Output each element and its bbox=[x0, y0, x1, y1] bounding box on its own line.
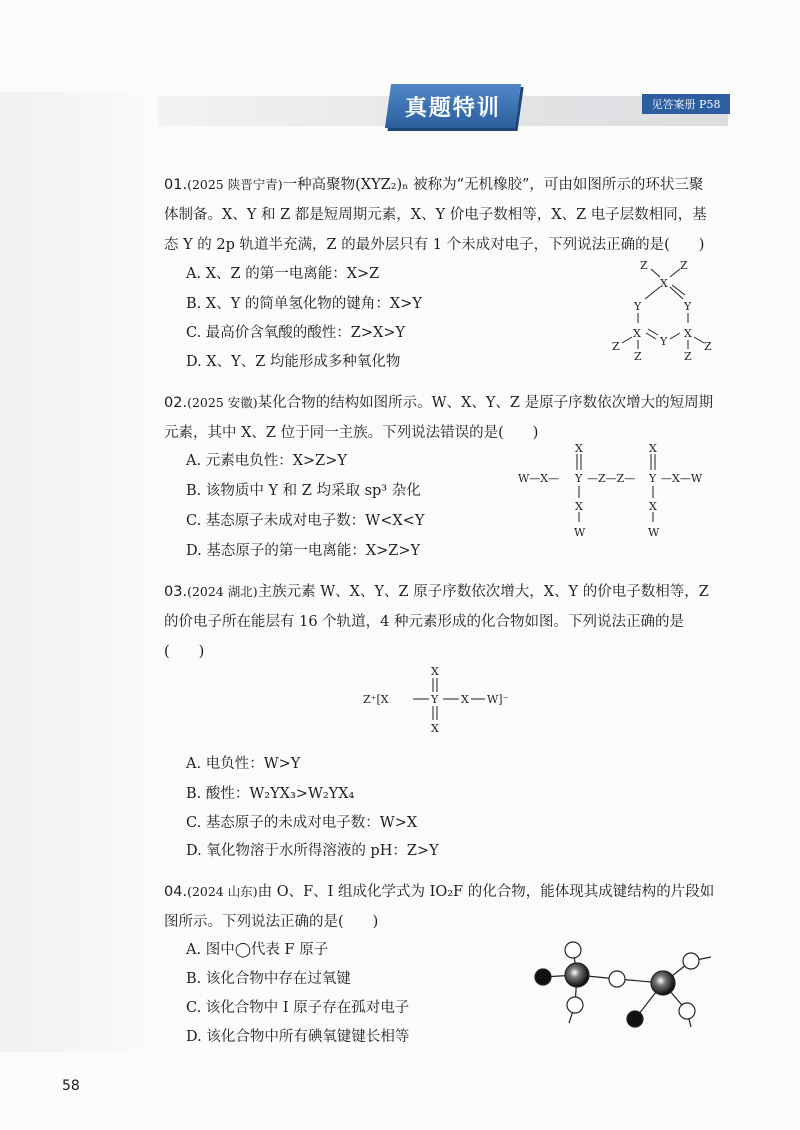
svg-text:X: X bbox=[461, 693, 469, 706]
svg-text:Y: Y bbox=[634, 300, 642, 313]
svg-text:Y: Y bbox=[684, 300, 692, 313]
q4-option-d[interactable]: D. 该化合物中所有碘氧键键长相等 bbox=[186, 1029, 410, 1045]
svg-text:X: X bbox=[649, 442, 657, 455]
page-margin-shade bbox=[0, 92, 150, 1052]
svg-text:Y: Y bbox=[431, 693, 439, 706]
q4-ball-and-stick-model bbox=[525, 935, 725, 1035]
svg-text:Z: Z bbox=[634, 350, 642, 363]
question-01: 01.(2025 陕晋宁青)一种高聚物(XYZ₂)ₙ 被称为“无机橡胶”，可由如图所示的环状三聚 体制备。X、Y 和 Z 都是短周期元素，X、Y 价电子数相等，X、Z 电子层数相同，基 态 Y 的 2p 轨道半充满，Z 的最外层只有 1 个未成对电子，下列说法正确的是( ) bbox=[164, 177, 707, 253]
section-title: 真题特训 bbox=[385, 84, 521, 128]
svg-text:Z: Z bbox=[640, 259, 648, 272]
q1-option-b[interactable]: B. X、Y 的简单氢化物的键角：X>Y bbox=[186, 296, 422, 312]
svg-text:X: X bbox=[575, 500, 583, 513]
q2-option-d[interactable]: D. 基态原子的第一电离能：X>Z>Y bbox=[186, 543, 421, 559]
svg-text:Y: Y bbox=[660, 335, 668, 348]
svg-text:Z: Z bbox=[684, 350, 692, 363]
atom-i-right bbox=[651, 971, 675, 995]
question-02: 02.(2025 安徽)某化合物的结构如图所示。W、X、Y、Z 是原子序数依次增大的短周期 元素，其中 X、Z 位于同一主族。下列说法错误的是( ) bbox=[164, 395, 714, 441]
svg-text:Y: Y bbox=[575, 472, 583, 485]
svg-text:W: W bbox=[574, 526, 586, 539]
atom-i-left bbox=[565, 963, 589, 987]
q1-option-c[interactable]: C. 最高价含氧酸的酸性：Z>X>Y bbox=[186, 325, 406, 341]
svg-text:X: X bbox=[684, 327, 692, 340]
q4-option-c[interactable]: C. 该化合物中 I 原子存在孤对电子 bbox=[186, 1000, 410, 1016]
svg-text:X: X bbox=[431, 665, 439, 678]
q1-option-d[interactable]: D. X、Y、Z 均能形成多种氧化物 bbox=[186, 354, 401, 370]
svg-text:—Z—Z—: —Z—Z— bbox=[587, 472, 636, 485]
svg-text:X: X bbox=[660, 277, 668, 290]
svg-text:X: X bbox=[649, 500, 657, 513]
q3-option-c[interactable]: C. 基态原子的未成对电子数：W>X bbox=[186, 815, 418, 831]
svg-text:X: X bbox=[431, 722, 439, 735]
atom-f-left bbox=[535, 969, 551, 985]
svg-text:X: X bbox=[633, 327, 641, 340]
svg-text:Z: Z bbox=[680, 259, 688, 272]
q4-option-a[interactable]: A. 图中◯代表 F 原子 bbox=[186, 942, 329, 958]
svg-text:W]⁻: W]⁻ bbox=[487, 693, 509, 706]
q1-option-a[interactable]: A. X、Z 的第一电离能：X>Z bbox=[186, 266, 380, 282]
svg-text:Z⁺[X: Z⁺[X bbox=[363, 693, 389, 706]
q2-option-c[interactable]: C. 基态原子未成对电子数：W<X<Y bbox=[186, 513, 425, 529]
page-number: 58 bbox=[62, 1078, 80, 1094]
answer-reference: 见答案册 P58 bbox=[642, 94, 730, 114]
q3-structure-diagram bbox=[355, 660, 525, 740]
q2-structure-diagram bbox=[515, 440, 725, 545]
atom-o-right-bottom bbox=[679, 1003, 695, 1019]
svg-text:W—X—: W—X— bbox=[518, 472, 560, 485]
atom-o-top bbox=[565, 942, 581, 958]
q4-option-b[interactable]: B. 该化合物中存在过氧键 bbox=[186, 971, 351, 987]
atom-o-bottom bbox=[567, 997, 583, 1013]
svg-text:Z: Z bbox=[612, 340, 620, 353]
svg-text:X: X bbox=[575, 442, 583, 455]
atom-f-right bbox=[627, 1011, 643, 1027]
svg-text:Z: Z bbox=[704, 340, 712, 353]
q3-option-d[interactable]: D. 氧化物溶于水所得溶液的 pH：Z>Y bbox=[186, 843, 439, 859]
q2-option-b[interactable]: B. 该物质中 Y 和 Z 均采取 sp³ 杂化 bbox=[186, 483, 421, 499]
atom-o-bridge bbox=[609, 971, 625, 987]
q2-option-a[interactable]: A. 元素电负性：X>Z>Y bbox=[186, 453, 347, 469]
question-04: 04.(2024 山东)由 O、F、I 组成化学式为 IO₂F 的化合物，能体现其成键结构的片段如 图所示。下列说法正确的是( ) bbox=[164, 884, 715, 930]
q3-option-b[interactable]: B. 酸性：W₂YX₃>W₂YX₄ bbox=[186, 786, 355, 802]
svg-text:W: W bbox=[648, 526, 660, 539]
question-03: 03.(2024 湖北)主族元素 W、X、Y、Z 原子序数依次增大，X、Y 的价电子数相等，Z 的价电子所在能层有 16 个轨道，4 种元素形成的化合物如图。下列说法正确的是 ( ) bbox=[164, 584, 709, 660]
q1-ring-structure-diagram bbox=[600, 255, 730, 365]
svg-text:Y: Y bbox=[649, 472, 657, 485]
q3-option-a[interactable]: A. 电负性：W>Y bbox=[186, 756, 301, 772]
svg-text:—X—W: —X—W bbox=[661, 472, 703, 485]
atom-o-right-top bbox=[683, 953, 699, 969]
